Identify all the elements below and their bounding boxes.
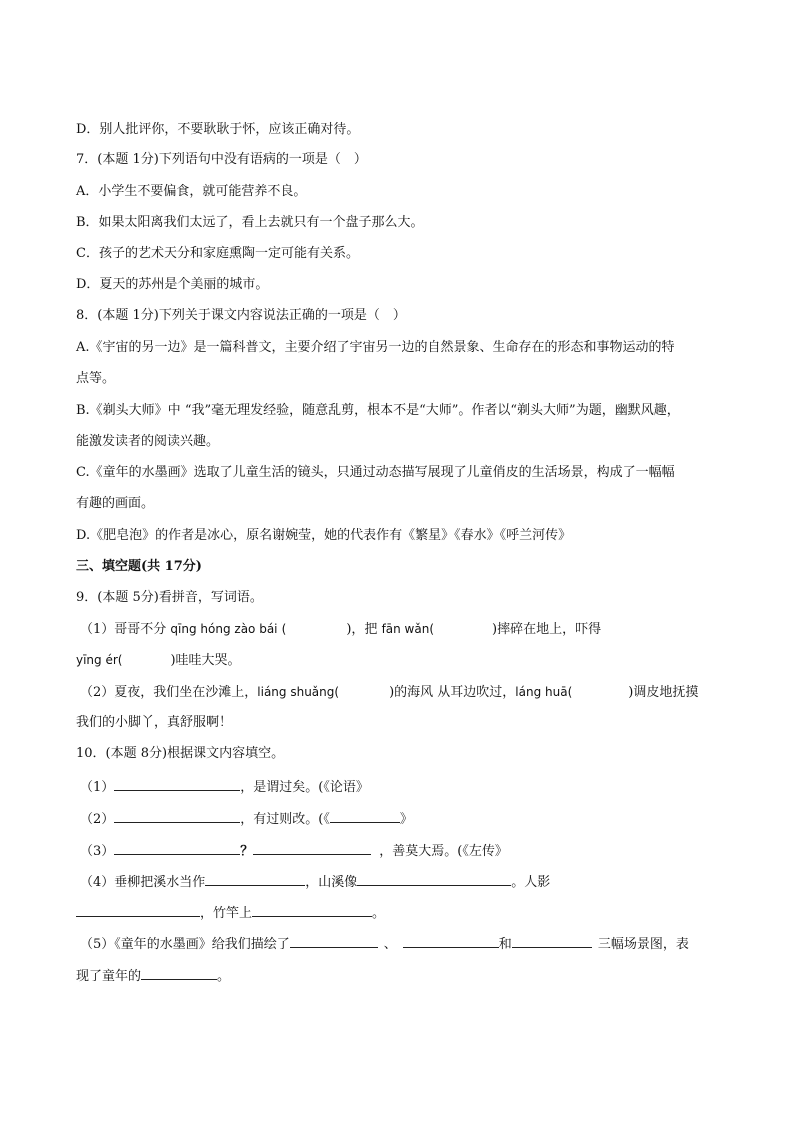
q10-blank-6[interactable] [205, 871, 305, 886]
q10-item5-text: 三幅场景图，表 [597, 937, 689, 952]
q10-item5-text-2: 现了童年的 [76, 969, 142, 984]
q10-item4-prefix: （4）垂柳把溪水当作 [80, 875, 206, 890]
q6-option-d: D．别人批评你，不要耿耿于怀，应该正确对待。 [76, 122, 360, 137]
section-heading: 三、填空题(共 17分) [76, 559, 202, 574]
q10-item4-text-2: 。人影 [511, 875, 551, 890]
q9-pinyin-2: fān wǎn( [381, 622, 435, 636]
q10-blank-4[interactable] [114, 840, 240, 855]
q8-stem: 8．(本题 1分)下列关于课文内容说法正确的一项是（ ） [76, 308, 406, 323]
q10-blank-3[interactable] [330, 808, 400, 823]
q10-blank-10[interactable] [290, 933, 378, 948]
q9-stem: 9．(本题 5分)看拼音，写词语。 [76, 590, 263, 605]
q7-option-a: A．小学生不要偏食，就可能营养不良。 [76, 184, 307, 199]
q10-blank-7[interactable] [357, 871, 511, 886]
q10-item3-question-mark: ？ [240, 844, 254, 859]
q9-paren: ( [281, 622, 287, 636]
q9-pinyin-5: láng huā( [515, 685, 573, 699]
q10-blank-12[interactable] [512, 933, 592, 948]
q9-text-4: )的海风 从耳边吹过， [389, 685, 516, 700]
q10-blank-5[interactable] [253, 840, 371, 855]
q10-item5-sep-1: 、 [383, 937, 397, 952]
q9-text-3: )哇哇大哭。 [170, 653, 241, 668]
q8-option-d: D.《肥皂泡》的作者是冰心，原名谢婉莹，她的代表作有《繁星》《春水》《呼兰河传》 [76, 528, 572, 543]
q10-item3-num: （3） [80, 844, 115, 859]
q9-pinyin-4: liáng shuǎng( [257, 685, 340, 699]
q10-item4-end: 。 [372, 906, 386, 921]
q7-stem: 7．(本题 1分)下列语句中没有语病的一项是（ ） [76, 152, 367, 167]
q8-option-a-line1: A.《宇宙的另一边》是一篇科普文，主要介绍了宇宙另一边的自然景象、生命存在的形态和事物运动的特 [76, 340, 675, 355]
q7-option-c: C．孩子的艺术天分和家庭熏陶一定可能有关系。 [76, 246, 359, 261]
q9-item2-line2: 我们的小脚丫，真舒服啊！ [76, 715, 233, 730]
q7-option-d: D．夏天的苏州是个美丽的城市。 [76, 277, 269, 292]
q10-item2 [80, 808, 413, 829]
q10-item5-line1 [80, 933, 689, 954]
q9-item2-prefix: （2）夏夜，我们坐在沙滩上， [80, 685, 258, 700]
q7-option-b: B．如果太阳离我们太远了，看上去就只有一个盘子那么大。 [76, 215, 424, 230]
q10-item5-prefix: （5）《童年的水墨画》给我们描绘了 [80, 937, 290, 952]
q10-blank-2[interactable] [114, 808, 240, 823]
q8-option-c-line1: C.《童年的水墨画》选取了儿童生活的镜头，只通过动态描写展现了儿童俏皮的生活场景，构成了一幅幅 [76, 465, 675, 480]
q9-text-5: )调皮地抚摸 [628, 685, 699, 700]
q10-item2-text: ，有过则改。(《 [240, 812, 330, 827]
q9-pinyin-1: qīng hóng zào bái [170, 622, 278, 636]
q10-item1-num: （1） [80, 780, 115, 795]
q8-option-c-line2: 有趣的画面。 [76, 496, 155, 511]
q10-item3 [80, 840, 508, 861]
q10-item5-sep-2: 和 [498, 937, 512, 952]
q10-item2-num: （2） [80, 812, 115, 827]
q10-item1 [80, 776, 369, 797]
q10-item1-text: ，是谓过矣。(《论语》 [240, 780, 369, 795]
q10-item4-line2 [76, 902, 385, 923]
q10-stem: 10．(本题 8分)根据课文内容填空。 [76, 746, 285, 761]
q10-blank-8[interactable] [76, 902, 200, 917]
q10-item4-text-1: ，山溪像 [305, 875, 358, 890]
q10-blank-9[interactable] [252, 902, 372, 917]
q10-blank-11[interactable] [403, 933, 499, 948]
q10-item4-text-3: ，竹竿上 [200, 906, 253, 921]
q10-item5-end: 。 [217, 969, 231, 984]
q9-item1-line2 [76, 651, 241, 670]
q9-item1-prefix: （1）哥哥不分 [80, 622, 167, 637]
q9-item1-line1 [80, 620, 601, 639]
q9-text-1: )，把 [346, 622, 378, 637]
q10-item2-end: 》 [399, 812, 413, 827]
q10-blank-1[interactable] [114, 776, 240, 791]
q8-option-a-line2: 点等。 [76, 371, 116, 386]
q10-item3-text: ，善莫大焉。(《左传》 [379, 844, 508, 859]
q10-item4-line1 [80, 871, 550, 892]
q8-option-b-line2: 能激发读者的阅读兴趣。 [76, 434, 220, 449]
q9-pinyin-3: yīng ér( [76, 653, 123, 667]
q10-item5-line2 [76, 965, 230, 986]
q9-item2-line1 [80, 683, 698, 702]
q10-blank-13[interactable] [141, 965, 217, 980]
q8-option-b-line1: B.《剃头大师》中 “我”毫无理发经验，随意乱剪，根本不是“大师”。作者以“剃头大师”为题，幽默风趣， [76, 403, 680, 418]
q9-text-2: )摔碎在地上，吓得 [492, 622, 602, 637]
